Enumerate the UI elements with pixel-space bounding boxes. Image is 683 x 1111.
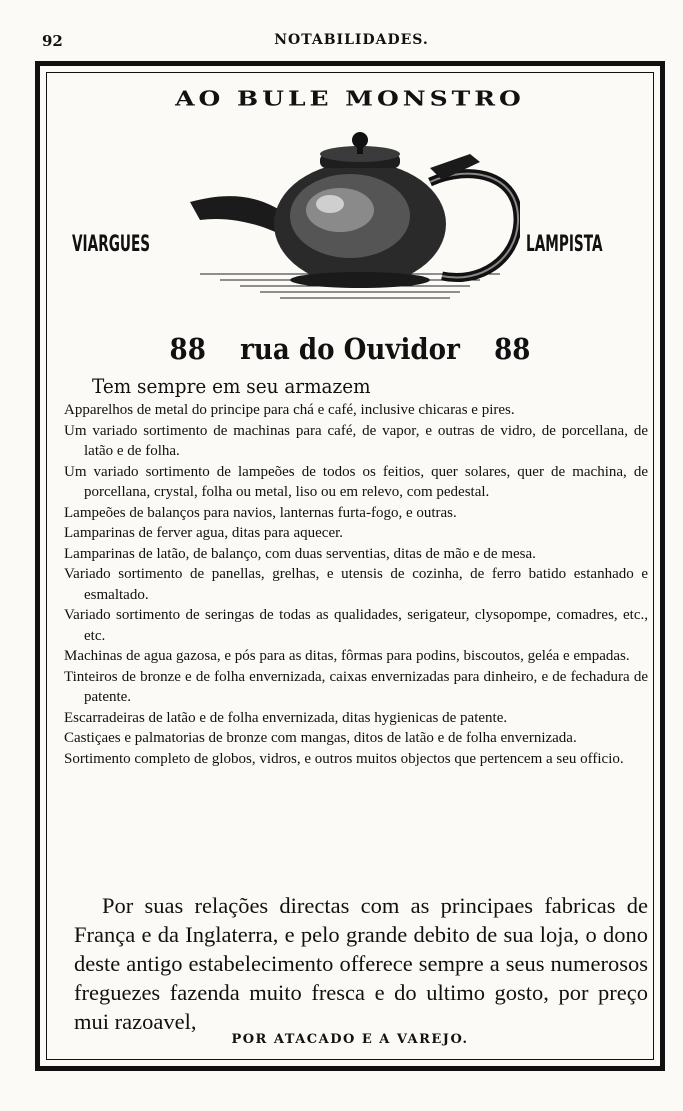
intro-line: Tem sempre em seu armazem	[92, 374, 371, 398]
banner-title: AO BULE MONSTRO	[175, 86, 525, 111]
list-item: Apparelhos de metal do principe para chá e café, inclusive chicaras e pires.	[64, 402, 515, 418]
item-list	[64, 400, 648, 769]
advertisement-frame	[35, 61, 665, 1071]
list-item: Escarradeiras de latão e de folha envernizada, ditas hygienicas de patente.	[64, 709, 508, 726]
list-item: Lamparinas de ferver agua, ditas para aquecer.	[64, 525, 344, 541]
list-item: Um variado sortimento de machinas para café, de vapor, e outras de vidro, de porcellana, de latão e de folha.	[64, 422, 648, 459]
address-number-right: 88	[494, 332, 531, 366]
left-label: VIARGUES	[72, 232, 151, 257]
closing-paragraph: Por suas relações directas com as principaes fabricas de França e da Inglaterra, e pelo grande debito de sua loja, o dono deste antigo estabelecimento offerece sempre a seus numerosos freguezes fazenda muito fresca e do ultimo gosto, por preço mui razoavel,	[74, 893, 648, 1034]
list-item: Sortimento completo de globos, vidros, e outros muitos objectos que pertencem a seu officio.	[64, 750, 624, 767]
footer-line: POR ATACADO E A VAREJO.	[231, 1032, 469, 1047]
page-number: 92	[42, 32, 63, 50]
address-street: rua do Ouvidor	[240, 332, 460, 366]
list-item: Lampeões de balanços para navios, lanternas furta-fogo, e outras.	[64, 504, 457, 521]
list-item: Um variado sortimento de lampeões de todos os feitios, quer solares, quer de machina, de porcellana, crystal, folha ou metal, liso ou em relevo, com pedestal.	[64, 463, 648, 500]
right-label: LAMPISTA	[526, 232, 603, 257]
list-item: Variado sortimento de seringas de todas as qualidades, serigateur, clysopompe, comadres, etc., etc.	[64, 607, 648, 644]
list-item: Castiçaes e palmatorias de bronze com mangas, ditos de latão e de folha envernizada.	[64, 730, 577, 746]
list-item: Machinas de agua gazosa, e pós para as ditas, fôrmas para podins, biscoutos, geléa e empadas.	[64, 648, 630, 664]
list-item: Tinteiros de bronze e de folha envernizada, caixas envernizadas para dinheiro, e de fechadura de patente.	[64, 668, 648, 705]
address-number-left: 88	[169, 332, 206, 366]
teapot-illustration	[180, 124, 520, 324]
list-item: Lamparinas de latão, de balanço, com duas serventias, ditas de mão e de mesa.	[64, 545, 536, 562]
running-head: NOTABILIDADES.	[274, 32, 429, 48]
list-item: Variado sortimento de panellas, grelhas, e utensis de cozinha, de ferro batido estanhado e esmaltado.	[64, 566, 648, 603]
address-line	[71, 332, 629, 366]
